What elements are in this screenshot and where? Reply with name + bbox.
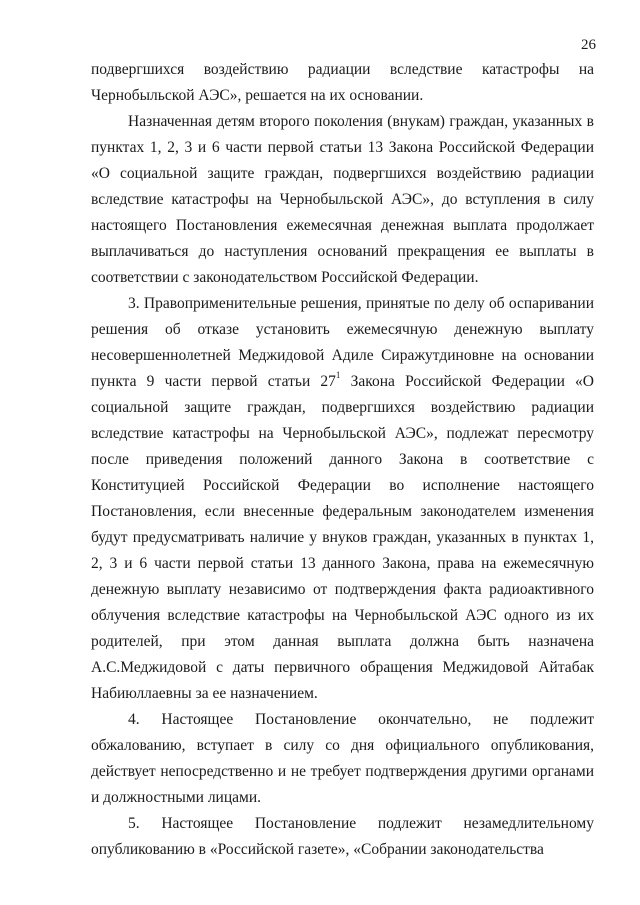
page-number: 26 [581,37,596,53]
paragraph-continuation: подвергшихся воздействию радиации вследствие катастрофы на Чернобыльской АЭС», решается на их основании. [91,61,594,104]
paragraph-item-3 [91,291,594,707]
paragraph-item-3-part-2: Закона Российской Федерации «О социальной защите граждан, подвергшихся воздействию радиации вследствие катастрофы на Чернобыльской АЭС», подлежат пересмотру после приведения положений данного Закона в соответствие с Конституцией Российской Федерации во исполнение настоящего Постановления, если внесенные федеральным законодателем изменения будут предусматривать наличие у внуков граждан, указанных в пунктах 1, 2, 3 и 6 части первой статьи 13 данного Закона, права на ежемесячную денежную выплату независимо от подтверждения факта радиоактивного облучения вследствие катастрофы на Чернобыльской АЭС одного из их родителей, при этом данная выплата должна быть назначена А.С.Меджидовой с даты первичного обращения Меджидовой Айтабак Набиюллаевны за ее назначением. [91,373,594,702]
paragraph-item-3-part-1: 3. Правоприменительные решения, принятые по делу об оспаривании решения об отказе установить ежемесячную денежную выплату несовершеннолетней Меджидовой Адиле Сиражутдиновне на основании пункта 9 части первой статьи 27 [91,295,594,390]
superscript-marker: 1 [335,369,341,380]
paragraph-item-5: 5. Настоящее Постановление подлежит незамедлительному опубликованию в «Российской газете», «Собрании законодательства [91,815,594,858]
paragraph-item-4: 4. Настоящее Постановление окончательно, не подлежит обжалованию, вступает в силу со дня официального опубликования, действует непосредственно и не требует подтверждения другими органами и должностными лицами. [91,711,594,806]
paragraph-grandchildren-payment: Назначенная детям второго поколения (внукам) граждан, указанных в пунктах 1, 2, 3 и 6 части первой статьи 13 Закона Российской Федерации «О социальной защите граждан, подвергшихся воздействию радиации вследствие катастрофы на Чернобыльской АЭС», до вступления в силу настоящего Постановления ежемесячная денежная выплата продолжает выплачиваться до наступления оснований прекращения ее выплаты в соответствии с законодательством Российской Федерации. [91,113,594,286]
document-body [91,57,594,863]
